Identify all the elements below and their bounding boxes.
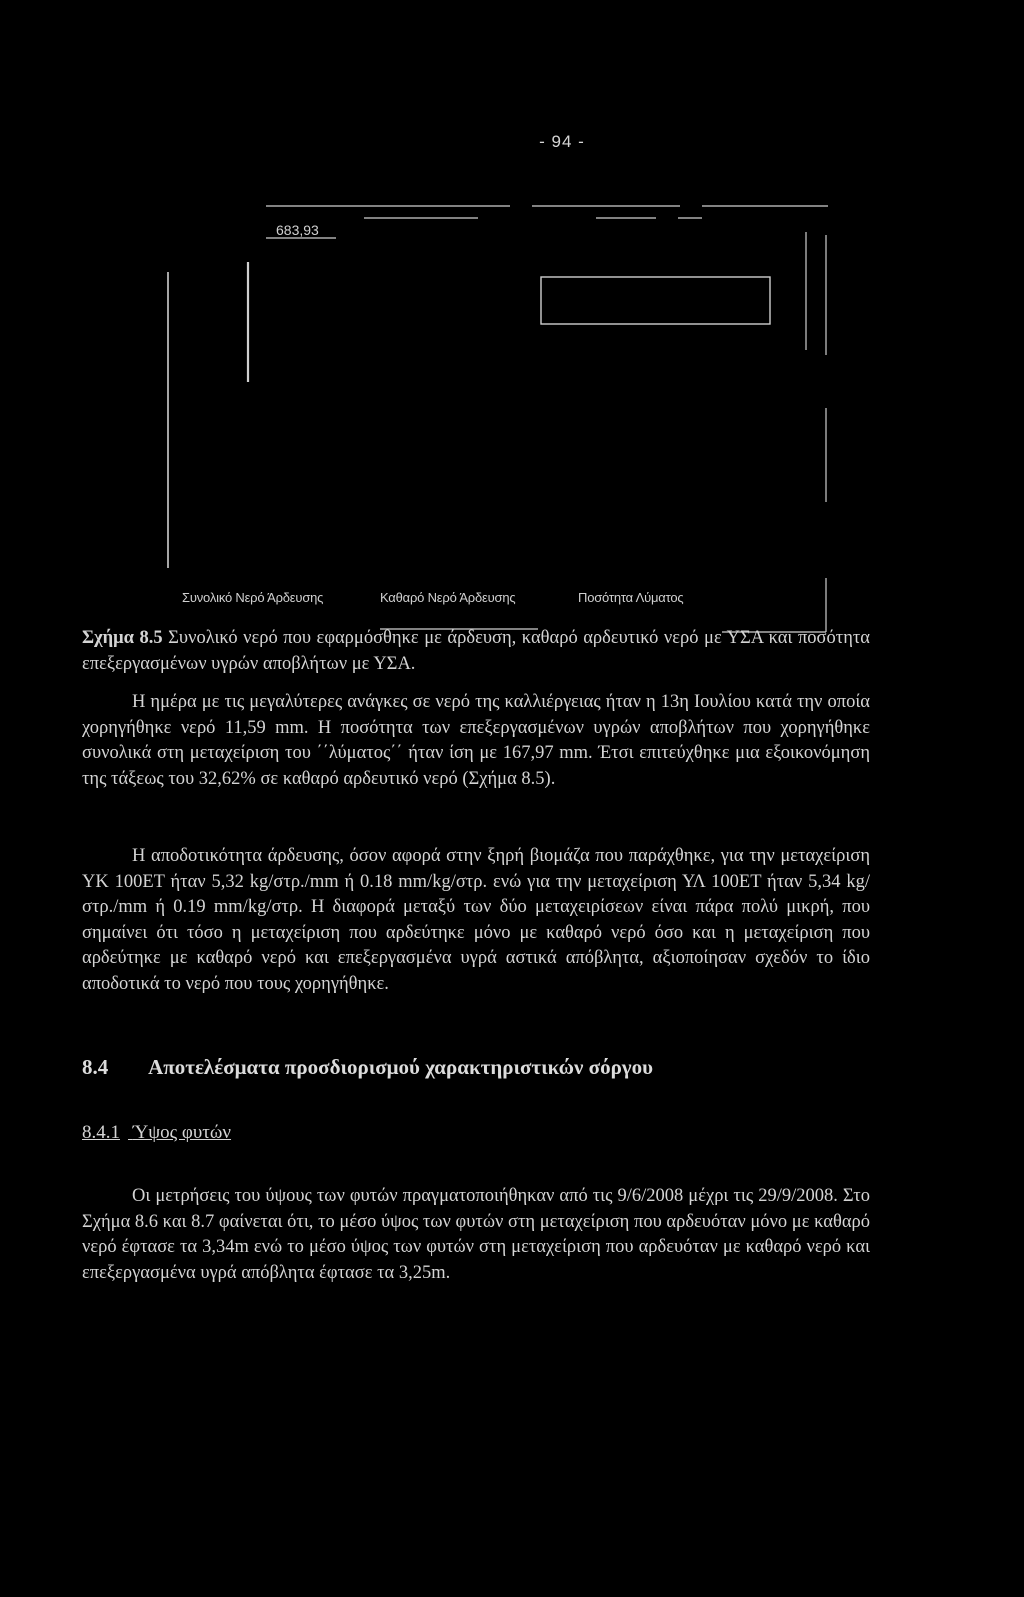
page-number: - 94 - (539, 132, 585, 151)
paragraph-3: Οι μετρήσεις του ύψους των φυτών πραγματοποιήθηκαν από τις 9/6/2008 μέχρι τις 29/9/2008. Στο Σχήμα 8.6 και 8.7 φαίνεται ότι, το μέσο ύψος των φυτών στη μεταχείριση που αρδευόταν μόνο με καθαρό νερό έφτασε τα 3,34m ενώ το μέσο ύψος των φυτών στη μεταχείριση που αρδευόταν με καθαρό νερό και επεξεργασμένα υγρά απόβλητα έφτασε τα 3,25m. (82, 1186, 870, 1283)
figure-caption (82, 626, 870, 677)
caption-text: Συνολικό νερό που εφαρμόσθηκε με άρδευση, καθαρό αρδευτικό νερό με ΥΣΑ και ποσότητα επεξεργασμένων υγρών αποβλήτων με ΥΣΑ. (82, 628, 870, 674)
legend-clean-irrigation-water: Καθαρό Νερό Άρδευσης (380, 590, 516, 605)
paragraph-1: Η ημέρα με τις μεγαλύτερες ανάγκες σε νερό της καλλιέργειας ήταν η 13η Ιουλίου κατά την οποία χορηγήθηκε νερό 11,59 mm. Η ποσότητα των επεξεργασμένων υγρών αποβλήτων που χορηγήθηκε συνολικά στη μεταχείριση του ΄΄λύματος΄΄ ήταν ίση με 167,97 mm. Έτσι επιτεύχθηκε μια εξοικονόμηση της τάξεως του 32,62% σε καθαρό αρδευτικό νερό (Σχήμα 8.5). (82, 692, 870, 789)
subsection-title: Ύψος φυτών (132, 1122, 232, 1143)
caption-label: Σχήμα 8.5 (82, 628, 163, 648)
section-heading (82, 1055, 653, 1080)
figure-8-5 (0, 0, 1024, 640)
legend-wastewater-quantity: Ποσότητα Λύματος (578, 590, 684, 605)
section-title: Αποτελέσματα προσδιορισμού χαρακτηριστικών σόργου (148, 1055, 654, 1079)
figure-lines (0, 0, 1024, 640)
legend-total-irrigation-water: Συνολικό Νερό Άρδευσης (182, 590, 324, 605)
subsection-number: 8.4.1 (82, 1122, 120, 1143)
subsection-heading (82, 1122, 231, 1144)
paragraph-2: Η αποδοτικότητα άρδευσης, όσον αφορά στην ξηρή βιομάζα που παράχθηκε, για την μεταχείριση ΥΚ 100ΕΤ ήταν 5,32 kg/στρ./mm ή 0.18 mm/kg/στρ. ενώ για την μεταχείριση ΥΛ 100ΕΤ ήταν 5,34 kg/στρ./mm ή 0.19 mm/kg/στρ. Η διαφορά μεταξύ των δύο μεταχειρίσεων είναι πάρα πολύ μικρή, που σημαίνει ότι τόσο η μεταχείριση που αρδεύτηκε μόνο με καθαρό νερό όσο και η μεταχείριση που αρδεύτηκε με καθαρό νερό και επεξεργασμένα υγρά αστικά απόβλητα, αξιοποίησαν σχεδόν το ίδιο αποδοτικά το νερό που τους χορηγήθηκε. (82, 846, 870, 994)
figure-value-label: 683,93 (276, 222, 319, 238)
section-number: 8.4 (82, 1055, 109, 1079)
